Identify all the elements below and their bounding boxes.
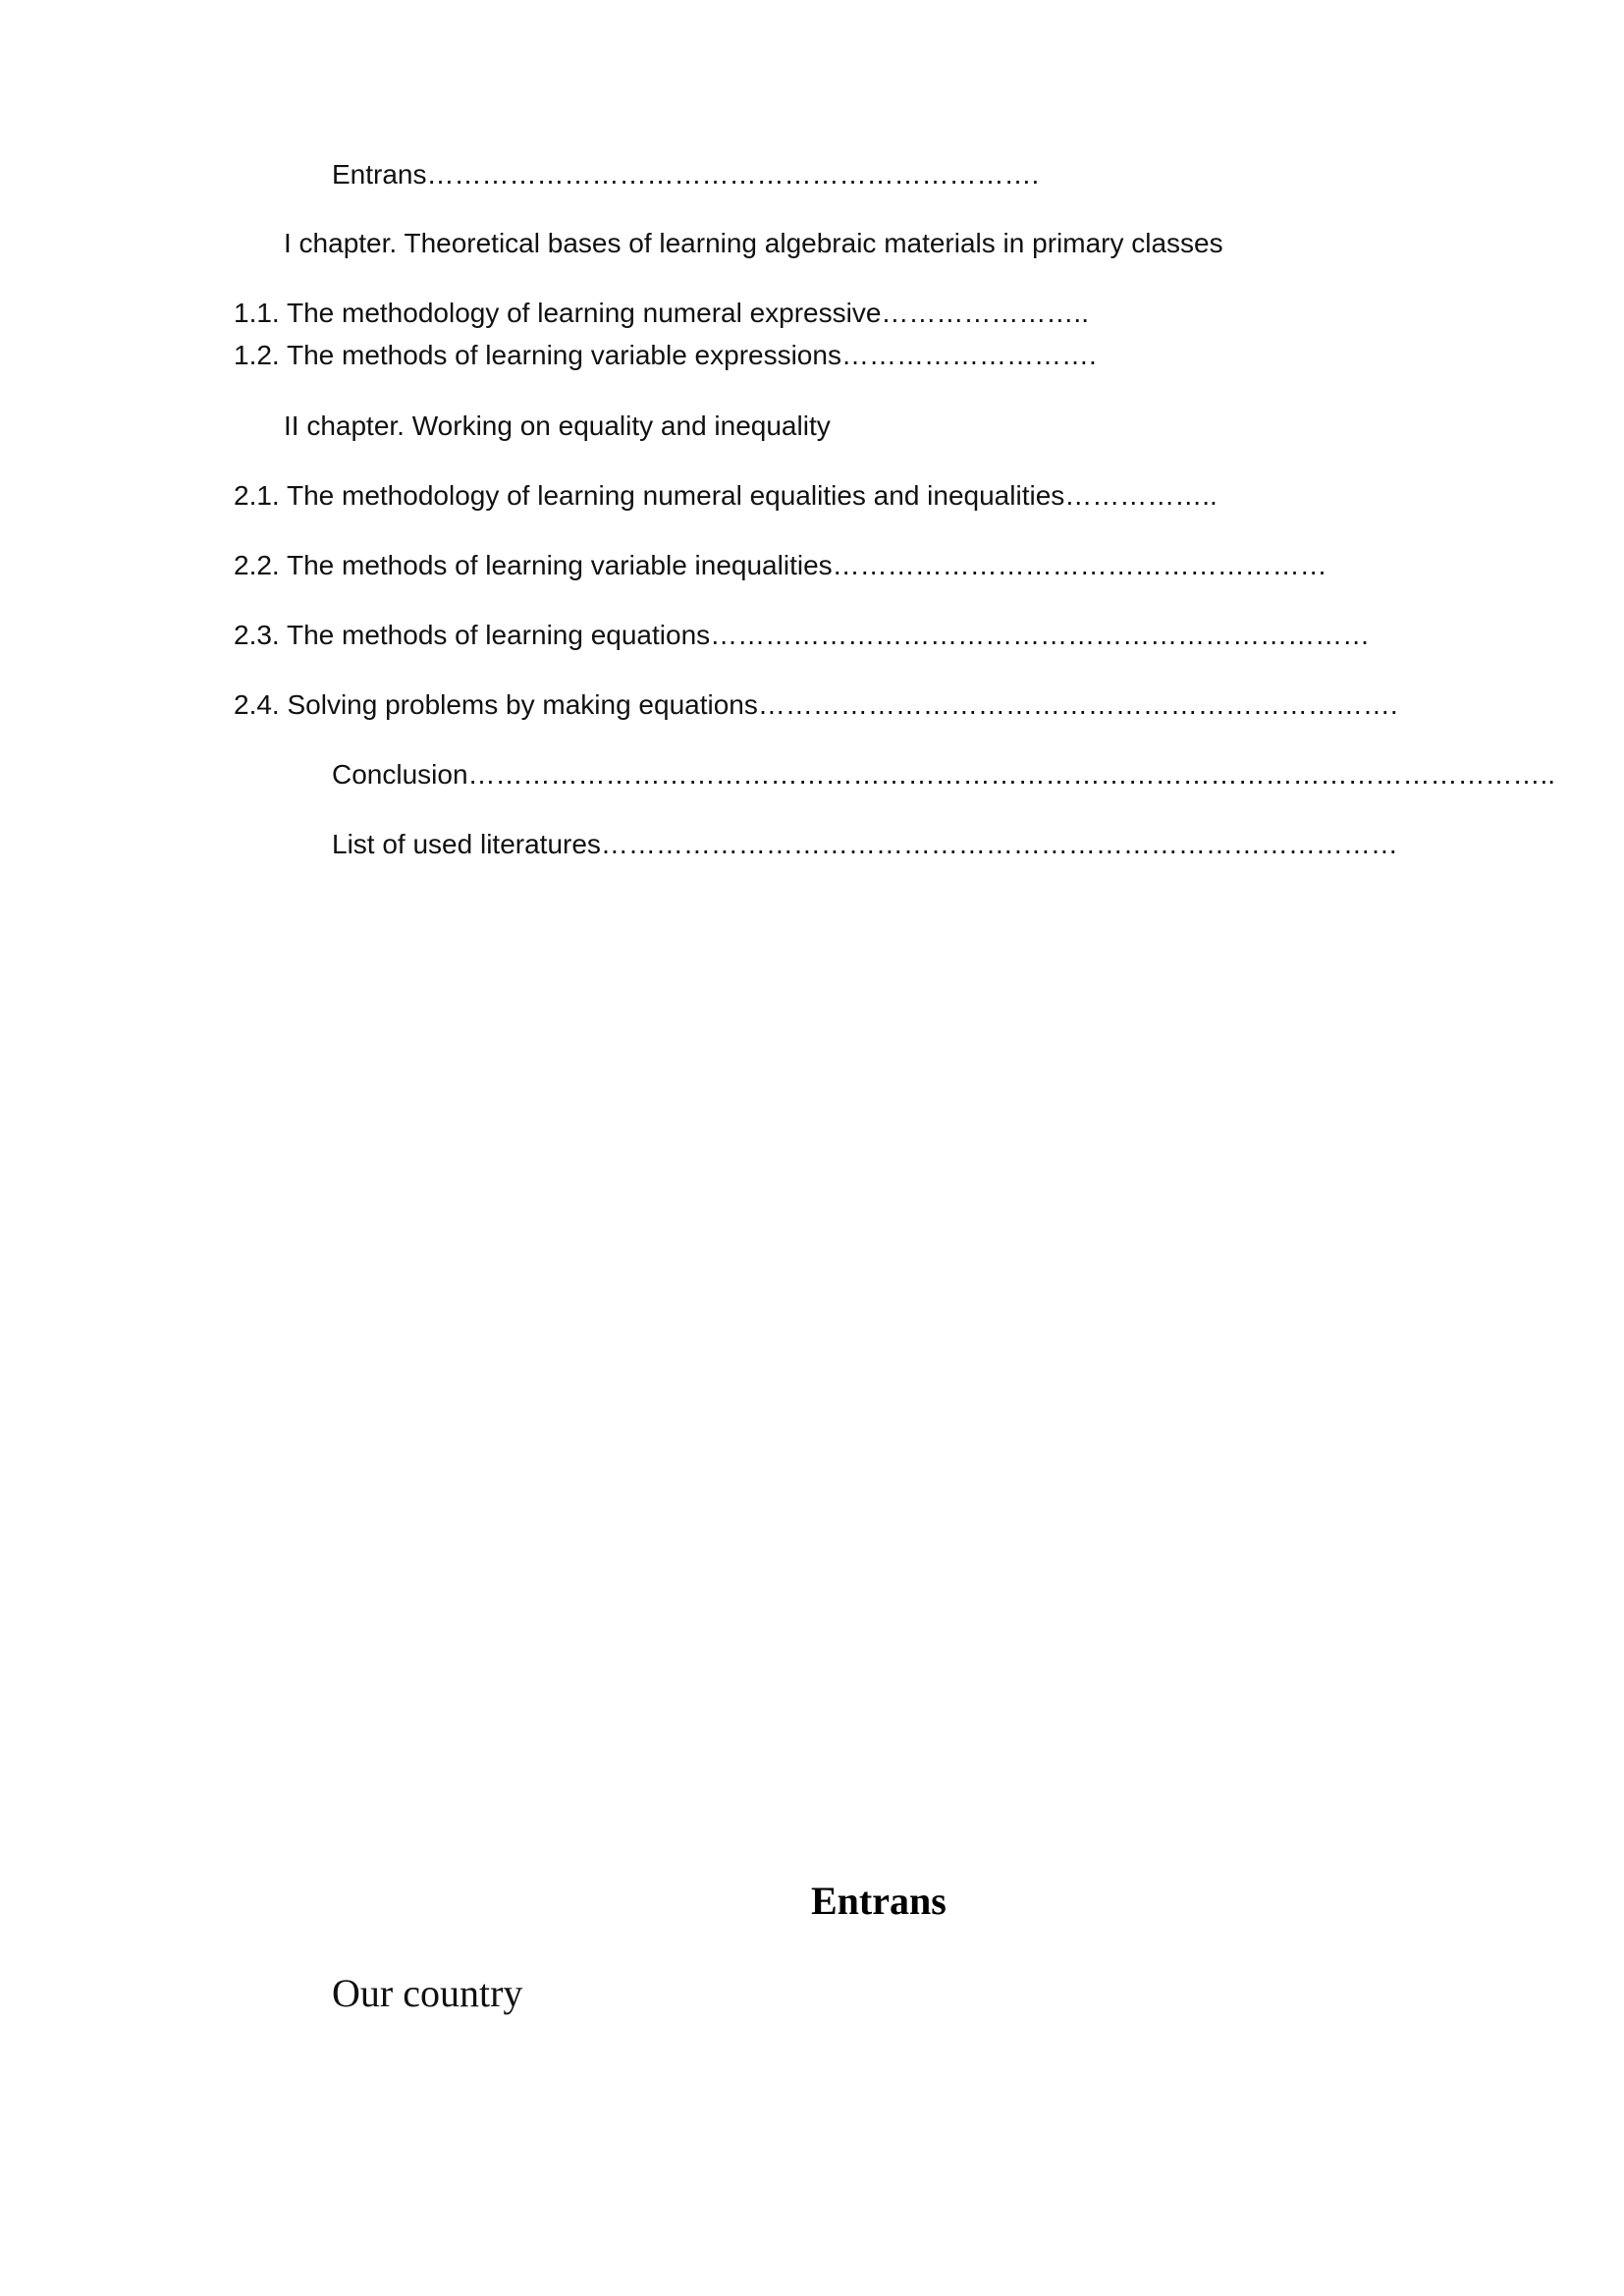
toc-entry-1-1: 1.1. The methodology of learning numeral expressive…………………..: [234, 298, 1089, 328]
toc-entry-2-4: 2.4. Solving problems by making equations…………………………………………………………….: [234, 689, 1398, 720]
toc-chapter-2: II chapter. Working on equality and inequality: [284, 410, 831, 441]
section-first-line: Our country: [332, 1971, 523, 2015]
toc-entry-conclusion: Conclusion………………………………………………………………………………………………………..: [332, 759, 1556, 790]
toc-entry-2-3: 2.3. The methods of learning equations………………………………………………………………: [234, 620, 1371, 650]
toc-entry-1-2: 1.2. The methods of learning variable expressions……………………….: [234, 340, 1097, 370]
toc-entry-2-1: 2.1. The methodology of learning numeral equalities and inequalities……………..: [234, 480, 1218, 511]
toc-entry-2-2: 2.2. The methods of learning variable inequalities………………………………………………: [234, 550, 1327, 580]
toc-chapter-1: I chapter. Theoretical bases of learning algebraic materials in primary classes: [284, 228, 1223, 258]
section-title: Entrans: [811, 1879, 947, 1923]
toc-entry-literature: List of used literatures……………………………………………………………………………: [332, 829, 1398, 859]
toc-entry-entrans: Entrans………………………………………………………….: [332, 159, 1040, 190]
